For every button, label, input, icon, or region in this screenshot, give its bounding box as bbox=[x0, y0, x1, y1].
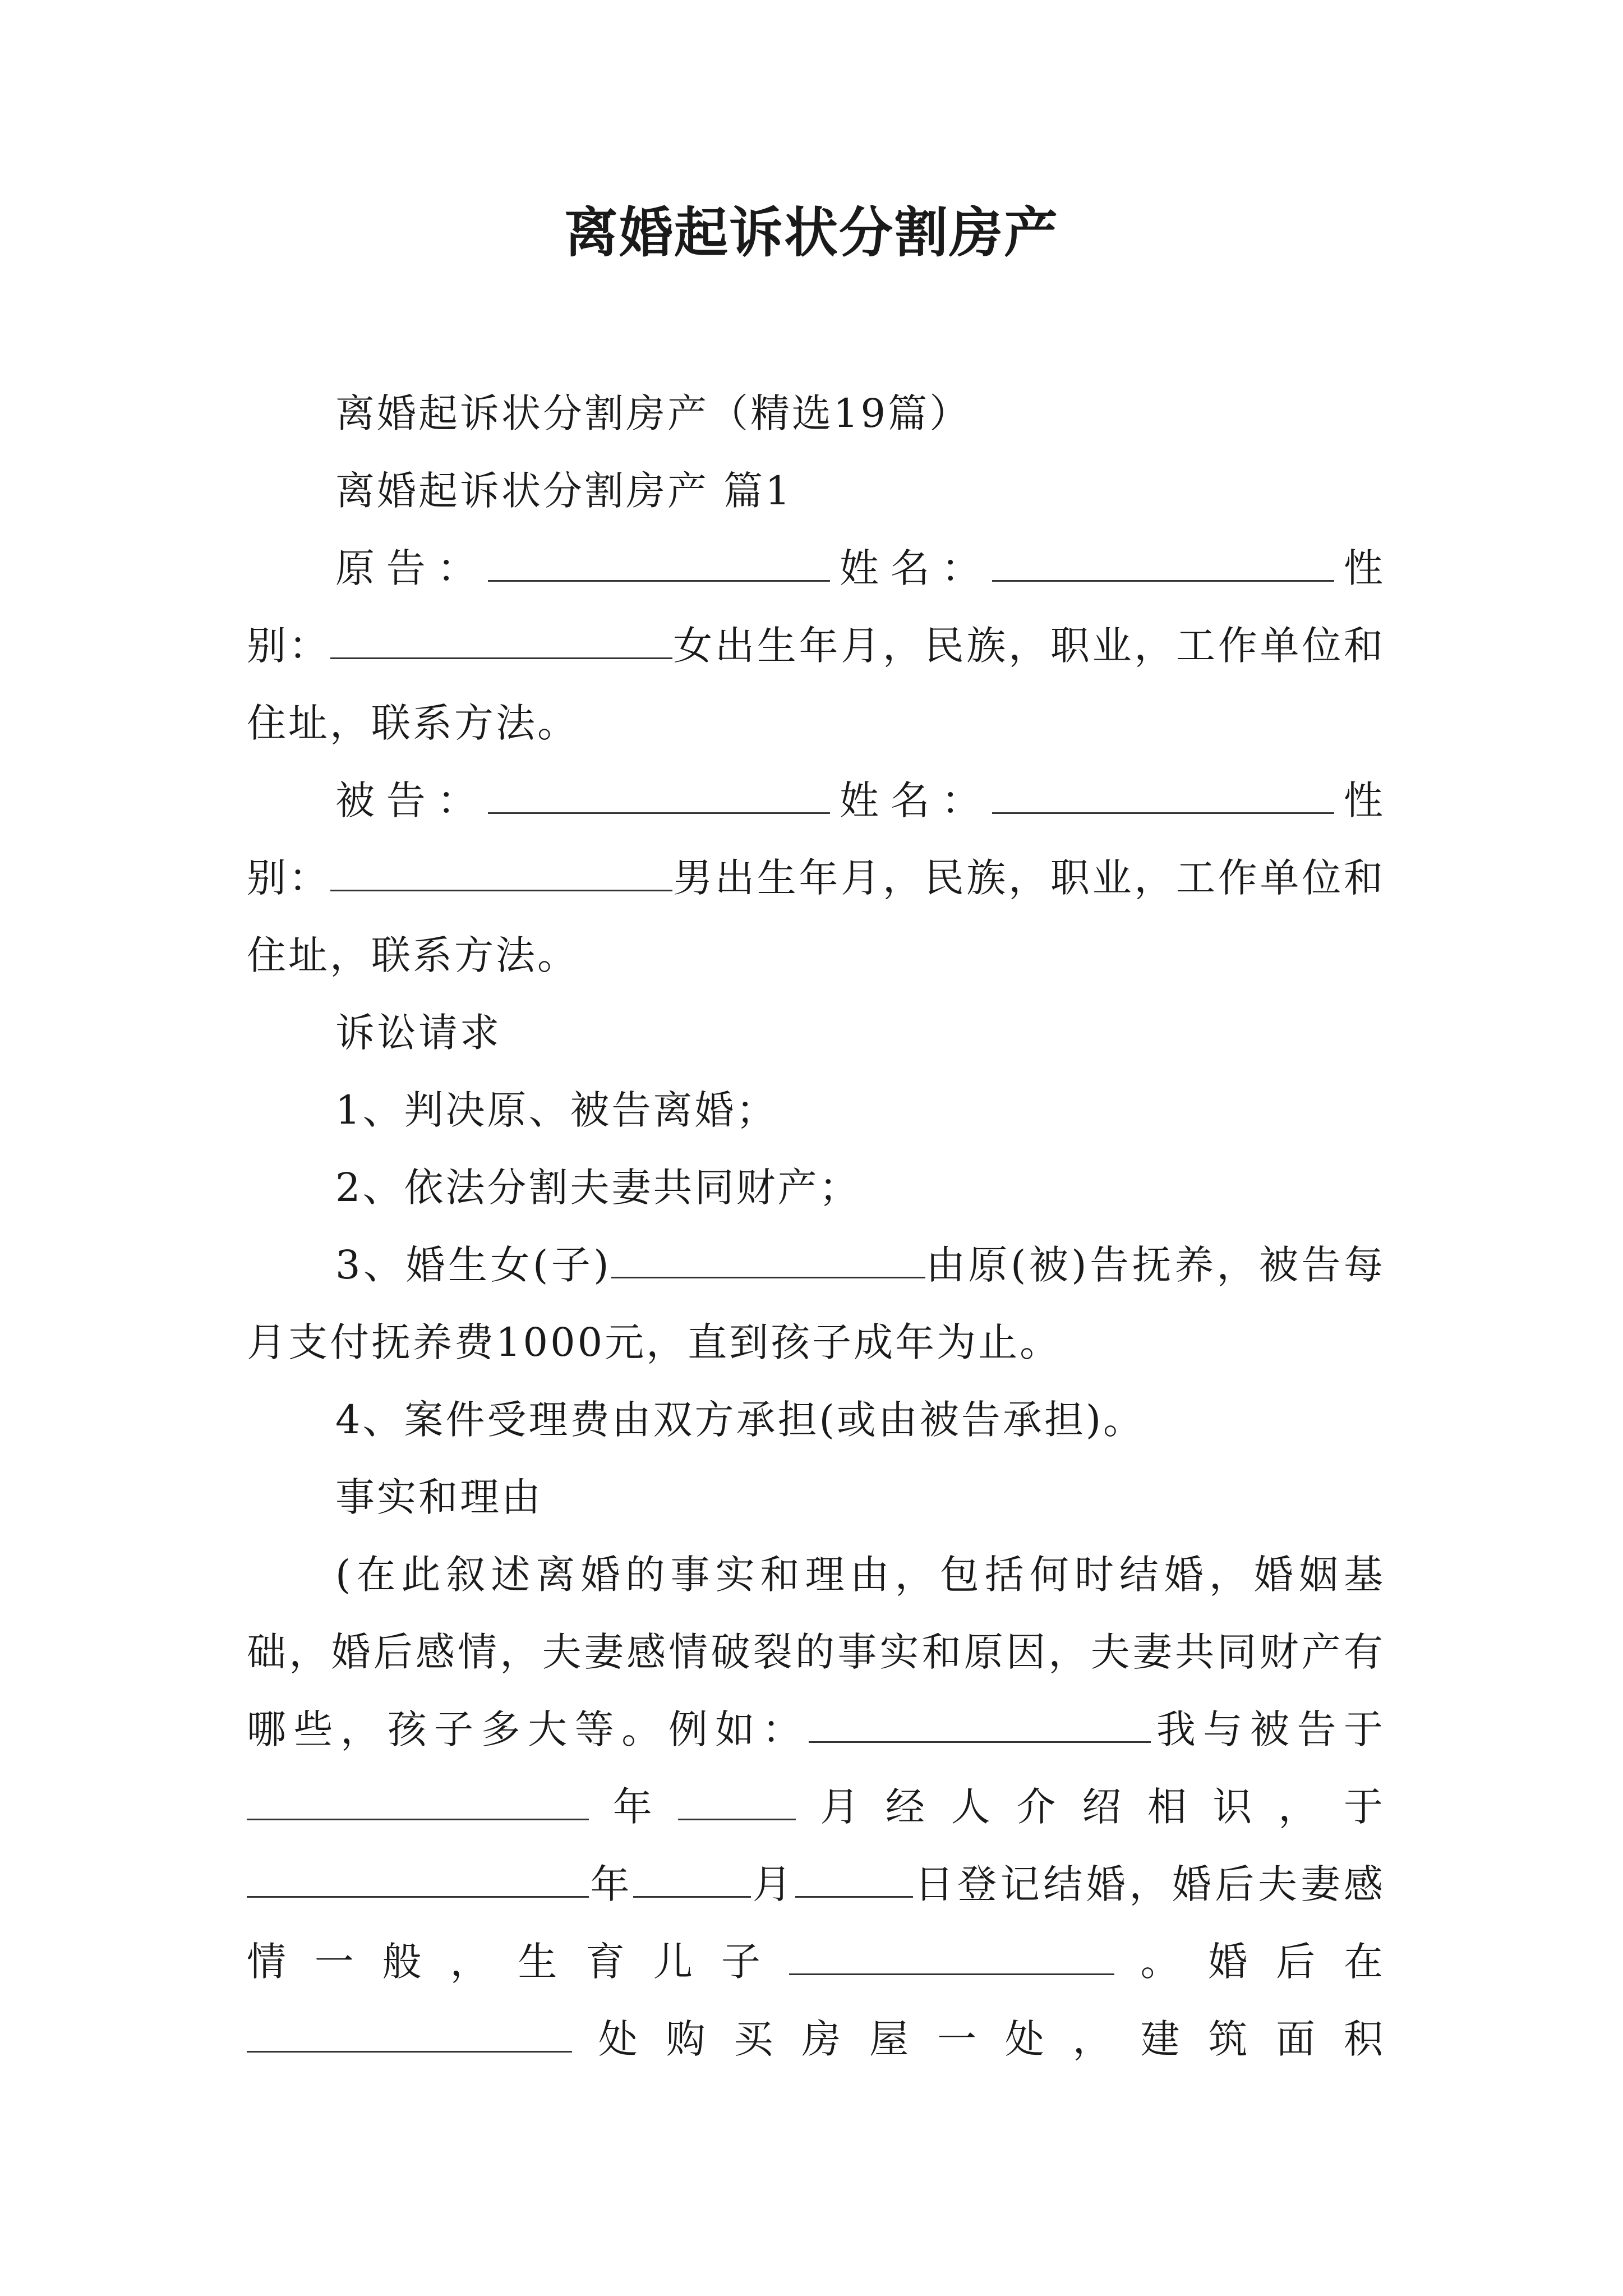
facts-after-marriage: 。婚后在 bbox=[1114, 1939, 1386, 1985]
plaintiff-gender-blank bbox=[330, 624, 672, 659]
child-name-blank bbox=[611, 1243, 925, 1278]
plaintiff-name-label: 姓名： bbox=[830, 545, 993, 591]
claim-2: 2、依法分割夫妻共同财产； bbox=[335, 1165, 861, 1211]
facts-heading: 事实和理由 bbox=[335, 1474, 543, 1520]
plaintiff-details: 女出生年月，民族，职业，工作单位和住址，联系方法。 bbox=[247, 623, 1386, 746]
facts-blank-month-2 bbox=[633, 1862, 751, 1898]
section-heading: 离婚起诉状分割房产 篇1 bbox=[335, 468, 792, 514]
defendant-details: 男出生年月，民族，职业，工作单位和住址，联系方法。 bbox=[247, 855, 1386, 978]
facts-introduced: 月经人介绍相识，于 bbox=[796, 1784, 1386, 1830]
defendant-blank bbox=[488, 779, 830, 814]
facts-year-2: 年 bbox=[589, 1861, 634, 1907]
plaintiff-paragraph bbox=[247, 530, 1385, 762]
plaintiff-gender-label: 性别： bbox=[247, 545, 1385, 669]
facts-met-with: 我与被告于 bbox=[1151, 1706, 1386, 1752]
facts-paragraph bbox=[247, 1536, 1385, 2078]
claim-3-end: 由原(被)告抚养，被告每月支付抚养费1000元，直到孩子成年为止。 bbox=[247, 1242, 1386, 1365]
facts-blank-year-1 bbox=[247, 1785, 589, 1820]
claim-3-start: 3、婚生女(子) bbox=[335, 1242, 611, 1288]
document-title: 离婚起诉状分割房产 bbox=[564, 201, 1059, 264]
defendant-name-blank bbox=[992, 779, 1334, 814]
facts-blank-year-2 bbox=[247, 1862, 589, 1898]
defendant-gender-blank bbox=[330, 856, 672, 891]
defendant-paragraph bbox=[247, 762, 1385, 994]
facts-year-1: 年 bbox=[589, 1784, 679, 1830]
plaintiff-blank bbox=[488, 546, 830, 582]
facts-blank-day bbox=[795, 1862, 913, 1898]
claim-4: 4、案件受理费由双方承担(或由被告承担)。 bbox=[335, 1397, 1145, 1443]
facts-blank-son bbox=[789, 1940, 1114, 1975]
facts-house: 处购买房屋一处，建筑面积 bbox=[572, 2016, 1385, 2062]
defendant-gender-label: 性别： bbox=[247, 777, 1385, 901]
facts-intro: (在此叙述离婚的事实和理由，包括何时结婚，婚姻基础，婚后感情，夫妻感情破裂的事实和原因，夫妻共同财产有哪些，孩子多大等。例如： bbox=[247, 1552, 1385, 1752]
plaintiff-label: 原告： bbox=[335, 545, 488, 591]
claim-3 bbox=[247, 1226, 1385, 1381]
subtitle-line: 离婚起诉状分割房产（精选19篇） bbox=[335, 390, 971, 436]
facts-month-2: 月 bbox=[751, 1861, 796, 1907]
facts-blank-month-1 bbox=[678, 1785, 796, 1820]
defendant-label: 被告： bbox=[335, 777, 488, 823]
defendant-name-label: 姓名： bbox=[830, 777, 993, 823]
facts-registered: 日登记结婚，婚后夫妻感情一般，生育儿子 bbox=[247, 1861, 1386, 1985]
facts-blank-1 bbox=[809, 1708, 1151, 1743]
claims-heading: 诉讼请求 bbox=[335, 1010, 501, 1056]
claim-1: 1、判决原、被告离婚； bbox=[335, 1087, 778, 1133]
plaintiff-name-blank bbox=[992, 546, 1334, 582]
document-body bbox=[247, 375, 1385, 2078]
facts-blank-location bbox=[247, 2017, 572, 2053]
